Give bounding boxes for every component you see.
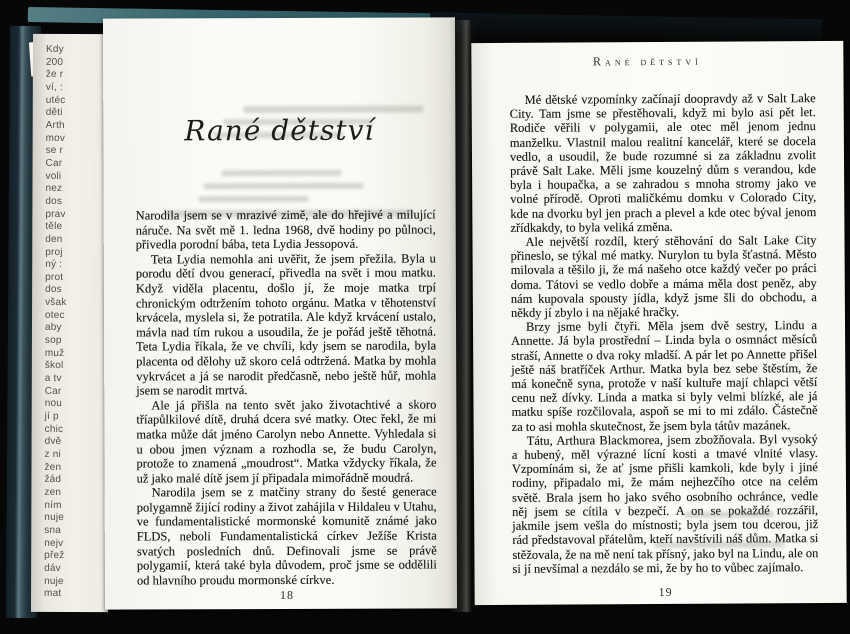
paragraph: Teta Lydia nemohla ani uvěřit, že jsem přežila. Byla u porodu dětí dvou generací, přivedla na svět i mou matku. Když viděla placentu, došlo jí, že moje matka trpí chronickým odtržením tohoto orgánu. Matka v těhotenství krvácela, myslela si, že potratila. Ale když krvácení ustalo, mávla nad tím rukou a usoudila, že je pořád ještě těhotná. Teta Lydia říkala, že ve chvíli, kdy jsem se narodila, byla placenta od dělohy už skoro celá odtržená. Matka by mohla vykrvácet a já se narodit předčasně, nebo ještě hůř, mohla jsem se narodit mrtvá. [135, 251, 437, 398]
paragraph: Ale já přišla na tento svět jako životachtivé a skoro tříapůlkilové dítě, druhá dcera své matky. Otec řekl, že mi matka může dát jméno Carolyn nebo Annette. Vyhledala si u obou jmen význam a rozhodla se, že budu Carolyn, protože to znamená „moudrost“. Matka vždycky říkala, že už jako malé dítě jsem jí připadala mimořádně moudrá. [136, 397, 437, 486]
paragraph: Ale největší rozdíl, který stěhování do Salt Lake City přineslo, se týkal mé matky. Nurylon tu byla šťastná. Město milovala a těšilo ji, že má našeho otce každý večer po práci doma. Tátovi se vedlo dobře a máma měla dost peněz, aby nám kupovala spousty jídla, když jsme šli do obchodu, a někdy jí zbylo i na nějaké hračky. [510, 233, 817, 320]
running-header: Rané dětství [592, 53, 702, 69]
paragraph: Narodila jsem se z matčiny strany do šesté generace polygamně žijící rodiny a život zahájila v Hildaleu v Utahu, ve fundamentalistické mormonské komunitě známé jako FLDS, neboli Fundamentalistická církev Ježíše Krista svatých posledních dnů. Definovali jsme se právě polygamií, která také byla důvodem, proč jsme se oddělili od hlavního proudu mormonské církve. [136, 484, 437, 588]
dust-jacket-flap [31, 34, 110, 612]
paragraph: Tátu, Arthura Blackmorea, jsem zbožňovala. Byl vysoký a hubený, měl výrazné lícní kosti a tmavé vlnité vlasy. Vzpomínám si, že ať jsme přišli kamkoli, kde byly i jiné rodiny, připadalo mi, že mám nejhezčího otce na celém světě. Brala jsem ho jako svého osobního ochránce, vedle něj jsem se cítila v bezpečí. A on se pokaždé rozzářil, jakmile jsem vešla do místnosti; byla jsem tou dcerou, již rád představoval přátelům, kteří navštívili náš dům. Matka si stěžovala, že na mě není tak přísný, jako byl na Lindu, ale on si jí nevšímal a nezdálo se mi, že by ho to vůbec zajímalo. [511, 431, 819, 576]
ghost-text-showthrough [684, 511, 774, 518]
ghost-text-showthrough [221, 170, 341, 176]
page-number-left: 18 [279, 587, 295, 603]
right-page-text [510, 91, 819, 576]
right-page [471, 41, 846, 605]
flap-cutoff-text: Kdy 200 že r ví, : utéc děti Arth mov se r Car voli nez dos prav těle den proj ný : prot dos však otec aby sop muž škol a tv Car nou jí p chic dvě z ni žen žád zen ním nuje sna nejv přež dáv nuje mat [44, 43, 67, 600]
ghost-text-showthrough [204, 183, 364, 190]
paragraph: Narodila jsem se v mrazivé zimě, ale do hřejivé a milující náruče. Na svět mě 1. ledna 1968, dvě hodiny po půlnoci, přivedla porodní bába, teta Lydia Jessopová. [135, 207, 436, 252]
left-page-text [136, 207, 437, 587]
chapter-title: Rané dětství [184, 113, 375, 148]
paragraph: Brzy jsme byli čtyři. Měla jsem dvě sestry, Lindu a Annette. Já byla prostřední – Linda byla o osmnáct měsíců straší, Annette o dva roky mladší. A pár let po Annette přišel ještě náš bratříček Arthur. Matka byla bez sebe štěstím, že má konečně syna, protože v naší kultuře mají chlapci větší cenu než dívky. Linda a matka si byly velmi blízké, ale já matku spíše rozčilovala, aspoň se mi to mi zdálo. Částečně za to asi mohla skutečnost, že jsem byla tátův mazánek. [511, 318, 818, 434]
page-number-right: 19 [658, 584, 673, 600]
left-page [103, 17, 457, 609]
ghost-text-showthrough [654, 541, 784, 548]
paragraph: Mé dětské vzpomínky začínají doopravdy až v Salt Lake City. Tam jsme se přestěhovali, když mi bylo asi pět let. Rodiče věřili v polygamii, ale otec měl jenom jednu manželku. Vlastnil malou realitní kancelář, které se docela vedlo, a usoudil, že bude rozumné si za základnu zvolit právě Salt Lake. Měli jsme kouzelný dům s verandou, kde byla i houpačka, a se zahradou s mnoha stromy jako ve volné přírodě. Oproti maličkému domku v Colorado City, kde na dvorku byl jen prach a plevel a kde otec býval jenom zřídkakdy, to byla veliká změna. [509, 91, 817, 235]
ghost-text-showthrough [243, 105, 423, 113]
ghost-text-showthrough [199, 196, 309, 202]
